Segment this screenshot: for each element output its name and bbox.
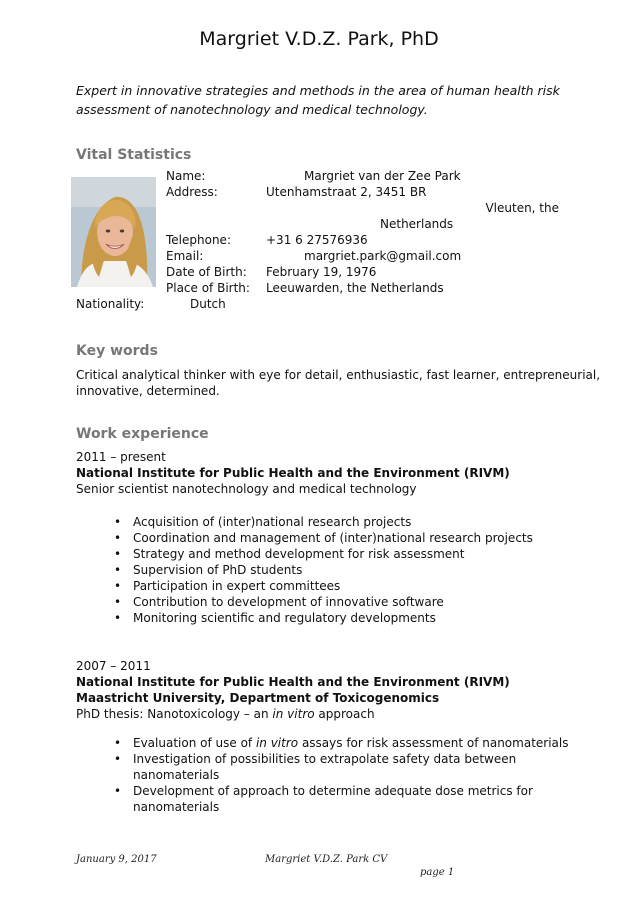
job-1-organization: National Institute for Public Health and the Environment (RIVM) bbox=[76, 466, 510, 480]
footer-page-number: page 1 bbox=[420, 867, 455, 878]
job-1-role: Senior scientist nanotechnology and medical technology bbox=[76, 482, 417, 496]
list-item: • Investigation of possibilities to extrapolate safety data between nanomaterials bbox=[76, 751, 596, 783]
address-line-2: Vleuten, the bbox=[485, 201, 559, 215]
dob-label: Date of Birth: bbox=[166, 265, 247, 279]
keywords-heading: Key words bbox=[76, 343, 158, 359]
footer-document-name: Margriet V.D.Z. Park CV bbox=[265, 854, 388, 865]
pob-label: Place of Birth: bbox=[166, 281, 250, 295]
list-item: • Monitoring scientific and regulatory developments bbox=[76, 610, 596, 626]
telephone-label: Telephone: bbox=[166, 233, 231, 247]
profile-photo bbox=[71, 177, 156, 287]
list-item: • Supervision of PhD students bbox=[76, 562, 596, 578]
keywords-line-2: innovative, determined. bbox=[76, 384, 220, 398]
list-item: • Participation in expert committees bbox=[76, 578, 596, 594]
phd-thesis-line: PhD thesis: Nanotoxicology – an in vitro approach bbox=[76, 707, 375, 721]
list-item: • Strategy and method development for risk assessment bbox=[76, 546, 596, 562]
job-2-organization-2: Maastricht University, Department of Toxicogenomics bbox=[76, 691, 440, 705]
keywords-line-1: Critical analytical thinker with eye for detail, enthusiastic, fast learner, entrepreneurial, bbox=[76, 368, 601, 382]
email-value: margriet.park@gmail.com bbox=[304, 249, 462, 263]
dob-value: February 19, 1976 bbox=[266, 265, 377, 279]
list-item: • Coordination and management of (inter)national research projects bbox=[76, 530, 596, 546]
name-label: Name: bbox=[166, 169, 206, 183]
list-item: • Acquisition of (inter)national research projects bbox=[76, 514, 596, 530]
job-2-bullet-list bbox=[76, 735, 596, 815]
vital-statistics-heading: Vital Statistics bbox=[76, 147, 192, 163]
job-2-period: 2007 – 2011 bbox=[76, 659, 151, 673]
pob-value: Leeuwarden, the Netherlands bbox=[266, 281, 444, 295]
telephone-value: +31 6 27576936 bbox=[266, 233, 368, 247]
job-1-bullet-list bbox=[76, 514, 596, 626]
list-item: • Development of approach to determine adequate dose metrics for nanomaterials bbox=[76, 783, 596, 815]
work-experience-heading: Work experience bbox=[76, 426, 209, 442]
address-line-3: Netherlands bbox=[380, 217, 454, 231]
list-item: • Contribution to development of innovative software bbox=[76, 594, 596, 610]
job-1-period: 2011 – present bbox=[76, 450, 166, 464]
list-item: • Evaluation of use of in vitro assays for risk assessment of nanomaterials bbox=[76, 735, 596, 751]
nationality-label: Nationality: bbox=[76, 297, 145, 311]
address-line-1: Utenhamstraat 2, 3451 BR bbox=[266, 185, 427, 199]
job-2-organization-1: National Institute for Public Health and the Environment (RIVM) bbox=[76, 675, 510, 689]
nationality-value: Dutch bbox=[190, 297, 226, 311]
address-label: Address: bbox=[166, 185, 218, 199]
name-value: Margriet van der Zee Park bbox=[304, 169, 461, 183]
email-label: Email: bbox=[166, 249, 204, 263]
page-title: Margriet V.D.Z. Park, PhD bbox=[199, 28, 439, 50]
tagline: Expert in innovative strategies and methods in the area of human health risk assessment of nanotechnology and medical technology. bbox=[76, 83, 560, 117]
footer-date: January 9, 2017 bbox=[76, 854, 157, 865]
